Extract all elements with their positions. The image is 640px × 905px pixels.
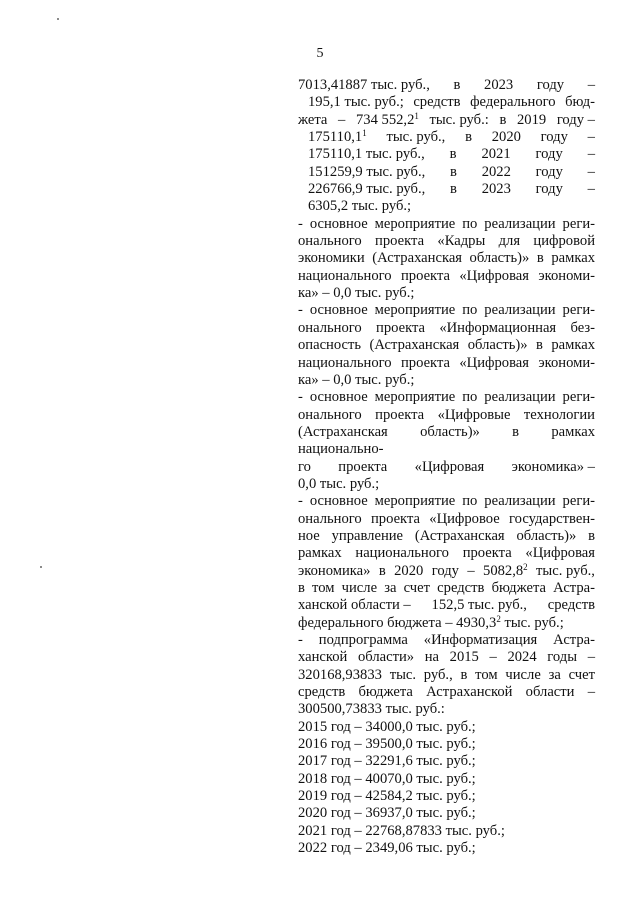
text-cell: 2020 bbox=[394, 562, 424, 579]
text-line: - основное мероприятие по реализации реги- bbox=[298, 389, 595, 406]
text-line bbox=[298, 164, 595, 181]
text-cell: в bbox=[450, 181, 457, 198]
text-line bbox=[298, 181, 595, 198]
text-line: средств бюджета Астраханской области – bbox=[298, 684, 595, 701]
text-cell: в bbox=[450, 163, 457, 180]
text-line bbox=[298, 771, 595, 788]
text-cell: году bbox=[535, 146, 563, 163]
text-column bbox=[298, 77, 595, 857]
text-line: 320168,93833 тыс. руб., в том числе за счет bbox=[298, 666, 595, 683]
text-line bbox=[298, 476, 595, 493]
text-line: ханской области» на 2015 – 2024 годы – bbox=[298, 649, 595, 666]
text-cell: тыс. руб.: bbox=[429, 111, 489, 128]
text-line bbox=[298, 129, 595, 146]
footnote-mark: 1 bbox=[362, 128, 367, 139]
text-line bbox=[298, 701, 595, 718]
text-line bbox=[298, 198, 595, 215]
text-cell: – bbox=[467, 562, 475, 579]
text-cell: ханской области – bbox=[298, 597, 411, 614]
text-cell: году bbox=[536, 77, 565, 93]
text-cell: в bbox=[465, 129, 472, 146]
text-cell: тыс. руб., bbox=[386, 129, 446, 146]
text-line bbox=[298, 840, 595, 857]
text-cell: 2023 bbox=[484, 77, 514, 93]
text-cell: 226766,9 тыс. руб., bbox=[308, 181, 426, 198]
text-line bbox=[298, 597, 595, 614]
text-cell: году bbox=[535, 181, 563, 198]
text-run: 6305,2 тыс. руб.; bbox=[308, 198, 412, 215]
text-cell: 2020 bbox=[491, 129, 521, 146]
text-line: - подпрограмма «Информатизация Астра- bbox=[298, 632, 595, 648]
text-line: онального проекта «Кадры для цифровой bbox=[298, 233, 595, 250]
text-cell: – bbox=[587, 163, 595, 180]
text-cell: 5082,8$^2$ bbox=[483, 561, 528, 579]
page-number: 5 bbox=[316, 46, 324, 61]
text-line bbox=[298, 94, 595, 111]
text-cell: бюд- bbox=[565, 94, 595, 111]
text-cell: 152,5 тыс. руб., bbox=[431, 597, 527, 614]
text-run: 2015 год – 34000,0 тыс. руб.; bbox=[298, 718, 476, 735]
text-cell: в bbox=[499, 111, 507, 128]
scan-speck bbox=[40, 566, 42, 568]
text-run: федерального бюджета – 4930,3 bbox=[298, 614, 497, 631]
text-cell: в bbox=[449, 146, 457, 163]
text-cell: году bbox=[431, 562, 459, 579]
text-cell: жета bbox=[298, 111, 328, 128]
text-line: национального проекта «Цифровая экономи- bbox=[298, 267, 595, 284]
text-line bbox=[298, 753, 595, 770]
text-run: 2019 год – 42584,2 тыс. руб.; bbox=[298, 788, 476, 805]
text-run: 2020 год – 36937,0 тыс. руб.; bbox=[298, 805, 476, 822]
text-cell: 195,1 тыс. руб.; bbox=[308, 94, 404, 111]
text-cell: в bbox=[453, 77, 461, 93]
text-cell: – bbox=[587, 146, 595, 163]
text-line bbox=[298, 823, 595, 840]
text-line: рамках национального проекта «Цифровая bbox=[298, 545, 595, 562]
text-line: национального проекта «Цифровая экономи- bbox=[298, 354, 595, 371]
text-line bbox=[298, 285, 595, 302]
text-line bbox=[298, 615, 595, 632]
text-cell: 151259,9 тыс. руб., bbox=[308, 163, 426, 180]
text-line: онального проекта «Цифровые технологии bbox=[298, 406, 595, 423]
text-run: 300500,73833 тыс. руб.: bbox=[298, 701, 445, 718]
text-cell: – bbox=[338, 111, 346, 128]
text-line: - основное мероприятие по реализации реги- bbox=[298, 215, 595, 232]
text-cell: 175110,1$^1$ bbox=[308, 128, 367, 146]
text-run: 0,0 тыс. руб.; bbox=[298, 475, 380, 492]
text-cell: тыс. руб., bbox=[536, 562, 595, 579]
text-run: тыс. руб.; bbox=[500, 614, 564, 631]
text-line bbox=[298, 372, 595, 389]
text-cell: – bbox=[587, 77, 595, 93]
text-line: - основное мероприятие по реализации реги- bbox=[298, 493, 595, 510]
text-cell: средств bbox=[413, 94, 461, 111]
text-line bbox=[298, 788, 595, 805]
text-line bbox=[298, 459, 595, 476]
text-cell: 175110,1 тыс. руб., bbox=[308, 146, 425, 163]
text-line bbox=[298, 736, 595, 753]
text-cell: году – bbox=[556, 111, 595, 128]
text-cell: году bbox=[540, 129, 568, 146]
text-cell: 2021 bbox=[481, 146, 511, 163]
text-line: - основное мероприятие по реализации реги- bbox=[298, 302, 595, 319]
text-run: 2017 год – 32291,6 тыс. руб.; bbox=[298, 753, 476, 770]
text-cell: экономика» – bbox=[511, 458, 595, 475]
text-cell: 734 552,2$^1$ bbox=[355, 110, 419, 128]
text-cell: средств bbox=[547, 597, 595, 614]
text-line: онального проекта «Информационная без- bbox=[298, 319, 595, 336]
text-line bbox=[298, 146, 595, 163]
footnote-mark: 2 bbox=[523, 561, 528, 572]
text-cell: 2019 bbox=[516, 111, 547, 128]
scan-speck bbox=[57, 18, 59, 20]
text-run: 2022 год – 2349,06 тыс. руб.; bbox=[298, 840, 476, 857]
footnote-mark: 2 bbox=[496, 613, 501, 624]
text-line bbox=[298, 112, 595, 129]
text-line bbox=[298, 805, 595, 822]
text-line: опасность (Астраханская область)» в рамках bbox=[298, 337, 595, 354]
text-cell: го bbox=[298, 458, 311, 475]
text-cell: – bbox=[587, 129, 595, 146]
text-line: в том числе за счет средств бюджета Астра- bbox=[298, 579, 595, 596]
text-line: ное управление (Астраханская область)» в bbox=[298, 527, 595, 544]
text-cell: проекта bbox=[338, 458, 388, 475]
text-run: 2016 год – 39500,0 тыс. руб.; bbox=[298, 736, 476, 753]
text-cell: году bbox=[535, 163, 563, 180]
text-cell: 2023 bbox=[481, 181, 511, 198]
text-cell: в bbox=[378, 562, 386, 579]
footnote-mark: 1 bbox=[414, 110, 419, 121]
text-cell: 7013,41887 тыс. руб., bbox=[298, 77, 430, 93]
text-cell: «Цифровая bbox=[414, 458, 485, 475]
text-line bbox=[298, 77, 595, 94]
text-line: онального проекта «Цифровое государствен- bbox=[298, 510, 595, 527]
text-cell: федерального bbox=[470, 94, 556, 111]
text-line: (Астраханская область)» в рамках национально- bbox=[298, 423, 595, 458]
text-line bbox=[298, 563, 595, 580]
text-line: экономики (Астраханская область)» в рамках bbox=[298, 250, 595, 267]
text-run: 2021 год – 22768,87833 тыс. руб.; bbox=[298, 822, 505, 839]
text-run: ка» – 0,0 тыс. руб.; bbox=[298, 285, 415, 302]
text-run: ка» – 0,0 тыс. руб.; bbox=[298, 371, 415, 388]
text-cell: – bbox=[587, 181, 595, 198]
text-cell: экономика» bbox=[298, 562, 371, 579]
text-line bbox=[298, 719, 595, 736]
text-run: 2018 год – 40070,0 тыс. руб.; bbox=[298, 770, 476, 787]
text-cell: 2022 bbox=[481, 163, 511, 180]
